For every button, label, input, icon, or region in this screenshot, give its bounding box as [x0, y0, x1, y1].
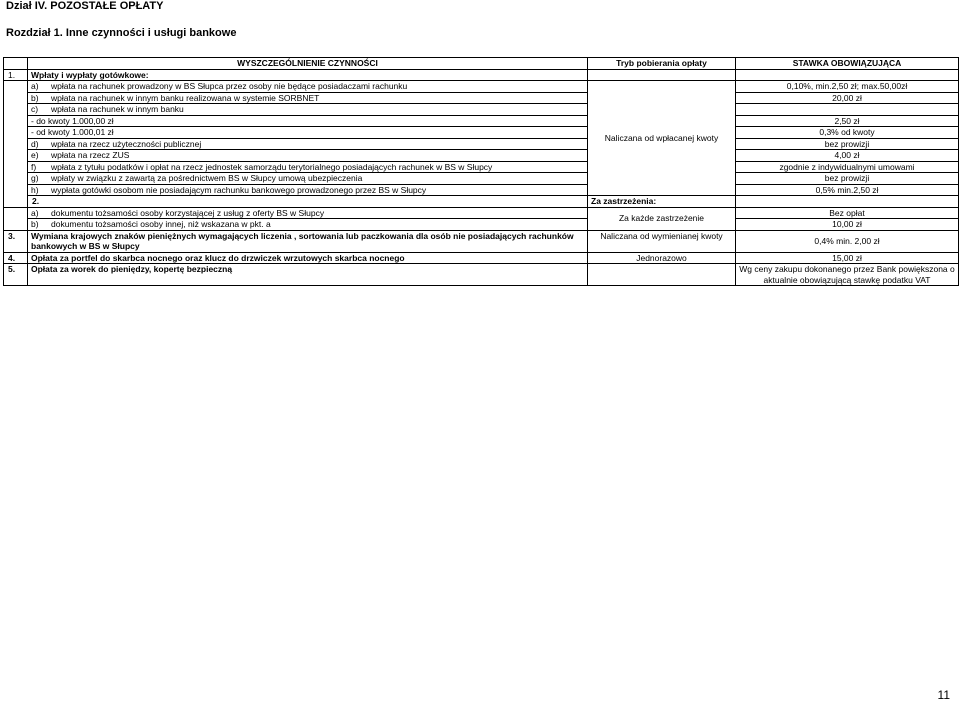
item-letter: h)	[31, 184, 39, 195]
table-row	[4, 138, 959, 150]
row-number: 1.	[4, 69, 28, 81]
section-title: Dział IV. POZOSTAŁE OPŁATY	[6, 0, 164, 12]
item-rate: 2,50 zł	[736, 115, 959, 127]
item-text: wpłata z tytułu podatków i opłat na rzecz jednostek samorządu terytorialnego posiadających rachunek w BS w Słupcy	[51, 161, 493, 172]
item-letter: b)	[31, 219, 39, 229]
empty-cell	[736, 104, 959, 116]
header-rate: STAWKA OBOWIĄZUJĄCA	[736, 58, 959, 70]
row-number-spacer	[4, 81, 28, 208]
item-description: Wymiana krajowych znaków pieniężnych wymagających liczenia , sortowania lub paczkowania dla osób nie posiadających rachunków bankowych w BS w Słupcy	[28, 230, 588, 252]
item-letter: e)	[31, 150, 39, 160]
item-description	[28, 138, 588, 150]
table-row	[4, 196, 959, 208]
row-number-spacer	[4, 207, 28, 230]
item-rate: bez prowizji	[736, 138, 959, 150]
item-text: dokumentu tożsamości osoby korzystającej z usług z oferty BS w Słupcy	[51, 207, 325, 218]
table-row	[4, 264, 959, 286]
item-description	[28, 161, 588, 173]
header-description: WYSZCZEGÓLNIENIE CZYNNOŚCI	[28, 58, 588, 70]
item-text: wpłata na rachunek prowadzony w BS Słupca przez osoby nie będące posiadaczami rachunku	[51, 81, 408, 91]
item-rate: 0,5% min.2,50 zł	[736, 184, 959, 196]
item-letter: g)	[31, 173, 39, 183]
collection-mode: Naliczana od wymienianej kwoty	[588, 230, 736, 252]
empty-cell	[588, 69, 736, 81]
table-row	[4, 127, 959, 139]
item-letter: a)	[31, 207, 39, 218]
item-rate: bez prowizji	[736, 173, 959, 185]
table-row	[4, 219, 959, 231]
table-row	[4, 150, 959, 162]
item-description: Opłata za portfel do skarbca nocnego oraz klucz do drzwiczek wrzutowych skarbca nocnego	[28, 252, 588, 264]
item-description	[28, 184, 588, 196]
collection-mode: Naliczana od wpłacanej kwoty	[588, 81, 736, 196]
item-rate: Bez opłat	[736, 207, 959, 219]
item-text: wypłata gotówki osobom nie posiadającym rachunku bankowego prowadzonego przez BS w Słupcy	[51, 184, 427, 195]
table-row	[4, 252, 959, 264]
item-description	[28, 81, 588, 93]
empty-cell	[588, 264, 736, 286]
item-letter: d)	[31, 138, 39, 149]
empty-cell	[736, 69, 959, 81]
item-text: wpłaty w związku z zawartą za pośrednictwem BS w Słupcy umową ubezpieczenia	[51, 173, 363, 183]
item-description: Opłata za worek do pieniędzy, kopertę bezpieczną	[28, 264, 588, 286]
item-description	[28, 207, 588, 219]
item-rate: 0,3% od kwoty	[736, 127, 959, 139]
item-text: dokumentu tożsamości osoby innej, niż wskazana w pkt. a	[51, 219, 271, 229]
item-text: wpłata na rzecz użyteczności publicznej	[51, 138, 202, 149]
table-row	[4, 161, 959, 173]
table-row	[4, 69, 959, 81]
row-number: 5.	[4, 264, 28, 286]
header-mode: Tryb pobierania opłaty	[588, 58, 736, 70]
collection-mode: Za każde zastrzeżenie	[588, 207, 736, 230]
empty-cell	[736, 196, 959, 208]
item-text: wpłata na rachunek w innym banku realizowana w systemie SORBNET	[51, 92, 320, 103]
section-heading: Wpłaty i wypłaty gotówkowe:	[28, 69, 588, 81]
item-description	[28, 219, 588, 231]
table-header-row	[4, 58, 959, 70]
row-number: 4.	[4, 252, 28, 264]
item-rate: 0,10%, min.2,50 zł; max.50,00zł	[736, 81, 959, 93]
table-row	[4, 115, 959, 127]
item-rate: 4,00 zł	[736, 150, 959, 162]
page-number: 11	[937, 688, 950, 702]
item-rate: 20,00 zł	[736, 92, 959, 104]
item-rate: 10,00 zł	[736, 219, 959, 231]
table-row	[4, 207, 959, 219]
section-heading: Za zastrzeżenia:	[588, 196, 736, 208]
item-letter: a)	[31, 81, 39, 91]
item-text: wpłata na rzecz ZUS	[51, 150, 130, 160]
row-number: 3.	[4, 230, 28, 252]
item-description	[28, 150, 588, 162]
row-number: 2.	[28, 196, 588, 208]
item-letter: f)	[31, 161, 37, 172]
chapter-title: Rozdział 1. Inne czynności i usługi bankowe	[6, 27, 237, 39]
item-text: wpłata na rachunek w innym banku	[51, 104, 184, 114]
item-rate: 0,4% min. 2,00 zł	[736, 230, 959, 252]
item-rate: 15,00 zł	[736, 252, 959, 264]
table-row	[4, 81, 959, 93]
item-rate: zgodnie z indywidualnymi umowami	[736, 161, 959, 173]
fees-table	[3, 57, 959, 286]
collection-mode: Jednorazowo	[588, 252, 736, 264]
table-row	[4, 104, 959, 116]
item-description	[28, 104, 588, 116]
item-letter: b)	[31, 92, 39, 103]
item-description	[28, 173, 588, 185]
table-row	[4, 92, 959, 104]
table-row	[4, 173, 959, 185]
item-description: - od kwoty 1.000,01 zł	[28, 127, 588, 139]
item-rate: Wg ceny zakupu dokonanego przez Bank powiększona o aktualnie obowiązującą stawkę podatku VAT	[736, 264, 959, 286]
item-letter: c)	[31, 104, 39, 114]
table-row	[4, 184, 959, 196]
table-row	[4, 230, 959, 252]
item-description	[28, 92, 588, 104]
item-description: - do kwoty 1.000,00 zł	[28, 115, 588, 127]
header-no	[4, 58, 28, 70]
